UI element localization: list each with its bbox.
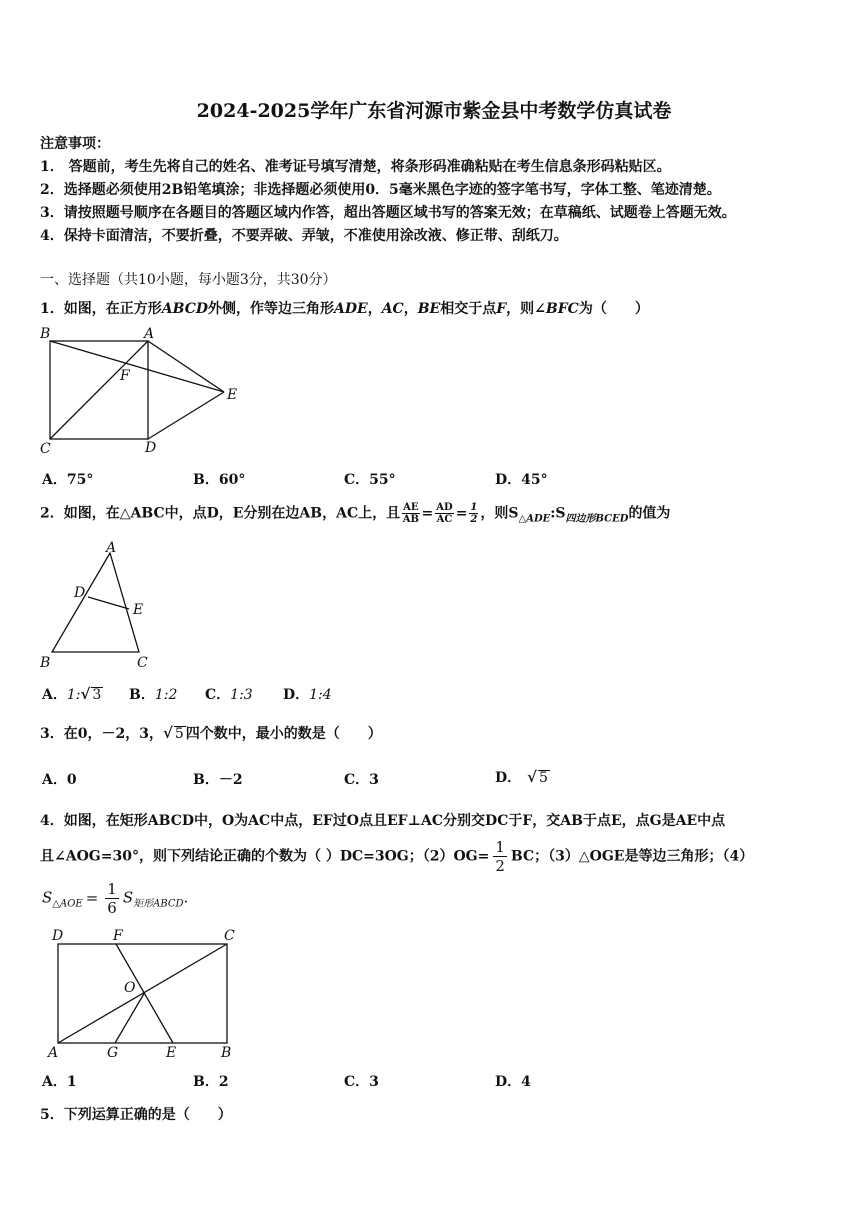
question-4-formula: $S_{\triangle AOE}$ = $\frac{1}{6}$ $S_{矩形ABCD}$. xyxy=(42,880,189,917)
q3-option-b[interactable]: B．－2 xyxy=(193,772,243,788)
question-1-figure xyxy=(34,322,244,457)
question-4-figure xyxy=(40,925,246,1065)
q4-option-d[interactable]: D．4 xyxy=(495,1074,531,1090)
label-E: E xyxy=(166,1045,177,1061)
label-A: A xyxy=(144,326,155,342)
fraction-one-half: $\frac{1}{2}$ xyxy=(495,838,505,875)
diagonal-ac xyxy=(58,944,227,1043)
q2-option-b[interactable]: B．1:2 xyxy=(129,687,178,703)
question-4-line-1: 4．如图，在矩形ABCD中，O为AC中点，EF过O点且EF⊥AC分别交DC于F，交AB于点E，点G是AE中点 xyxy=(40,813,726,829)
section-heading: 一、选择题（共10小题，每小题3分，共30分） xyxy=(40,272,337,288)
label-E: E xyxy=(227,387,238,403)
label-C: C xyxy=(137,655,148,671)
label-C: C xyxy=(224,928,235,944)
q2-option-d[interactable]: D．1:4 xyxy=(283,687,332,703)
q1-option-a[interactable]: A．75° xyxy=(42,472,94,488)
label-G: G xyxy=(107,1045,119,1061)
q1-option-b[interactable]: B．60° xyxy=(193,472,246,488)
notice-item-2: 2．选择题必须使用2B铅笔填涂；非选择题必须使用0．5毫米黑色字迹的签字笔书写，字体工整、笔迹清楚。 xyxy=(40,182,721,198)
fraction-one-sixth: $\frac{1}{6}$ xyxy=(107,880,117,917)
segment-de xyxy=(148,392,224,439)
segment-be xyxy=(50,341,224,392)
q4-option-b[interactable]: B．2 xyxy=(193,1074,229,1090)
label-B: B xyxy=(221,1045,232,1061)
q1-option-c[interactable]: C．55° xyxy=(344,472,396,488)
question-4-line-2: 且∠AOG=30°，则下列结论正确的个数为（ ）DC=3OG；（2）OG= $\frac{1}{2}$ BC；（3）△OGE是等边三角形；（4） xyxy=(40,838,754,875)
label-F: F xyxy=(113,928,123,944)
notice-heading: 注意事项： xyxy=(40,136,110,152)
question-2-figure xyxy=(36,540,156,672)
fraction-ae-ab: $\frac{AE}{AB}$ xyxy=(402,502,419,525)
question-2-stem: 2．如图，在△ABC中，点D，E分别在边AB，AC上，且 $\frac{AE}{AB}$ = $\frac{AD}{AC}$ = $\frac{1}{2}$ ，则$S_{\triangle ADE}:S_{四边形BCED}$的值为 xyxy=(40,502,671,525)
q2-option-c[interactable]: C．1:3 xyxy=(205,687,253,703)
label-D: D xyxy=(145,440,157,456)
label-E: E xyxy=(133,602,144,618)
label-A: A xyxy=(106,540,117,556)
label-A: A xyxy=(48,1045,59,1061)
q2-option-a[interactable]: A．1:√ 3 xyxy=(42,685,102,703)
question-1-stem: 1．如图，在正方形ABCD外侧，作等边三角形ADE，AC，BE相交于点F，则∠BFC为（ ） xyxy=(40,301,649,317)
notice-item-1: 1． 答题前，考生先将自己的姓名、准考证号填写清楚，将条形码准确粘贴在考生信息条形码粘贴区。 xyxy=(40,159,671,175)
question-5-stem: 5．下列运算正确的是（ ） xyxy=(40,1107,232,1123)
label-F: F xyxy=(120,368,130,384)
label-B: B xyxy=(40,655,51,671)
q1-option-d[interactable]: D．45° xyxy=(495,472,548,488)
notice-item-3: 3．请按照题号顺序在各题目的答题区域内作答，超出答题区域书写的答案无效；在草稿纸、试题卷上答题无效。 xyxy=(40,205,736,221)
q3-option-c[interactable]: C．3 xyxy=(344,772,379,788)
notice-item-4: 4．保持卡面清洁，不要折叠，不要弄破、弄皱，不准使用涂改液、修正带、刮纸刀。 xyxy=(40,228,568,244)
q4-option-c[interactable]: C．3 xyxy=(344,1074,379,1090)
fraction-ad-ac: $\frac{AD}{AC}$ xyxy=(436,502,453,525)
label-O: O xyxy=(124,980,136,996)
label-D: D xyxy=(52,928,64,944)
q3-option-a[interactable]: A．0 xyxy=(42,772,77,788)
fraction-one-half: $\frac{1}{2}$ xyxy=(470,502,478,525)
label-C: C xyxy=(40,441,51,457)
label-B: B xyxy=(40,326,51,342)
page-title: 2024-2025学年广东省河源市紫金县中考数学仿真试卷 xyxy=(196,100,672,122)
segment-og xyxy=(115,992,145,1043)
q4-option-a[interactable]: A．1 xyxy=(42,1074,77,1090)
q3-option-d[interactable]: D． √ 5 xyxy=(495,768,548,786)
question-3-stem: 3．在0，－2，3，√ 5 四个数中，最小的数是（ ） xyxy=(40,724,382,742)
label-D: D xyxy=(74,585,86,601)
triangle-abc xyxy=(52,553,139,652)
segment-ae xyxy=(148,341,224,392)
